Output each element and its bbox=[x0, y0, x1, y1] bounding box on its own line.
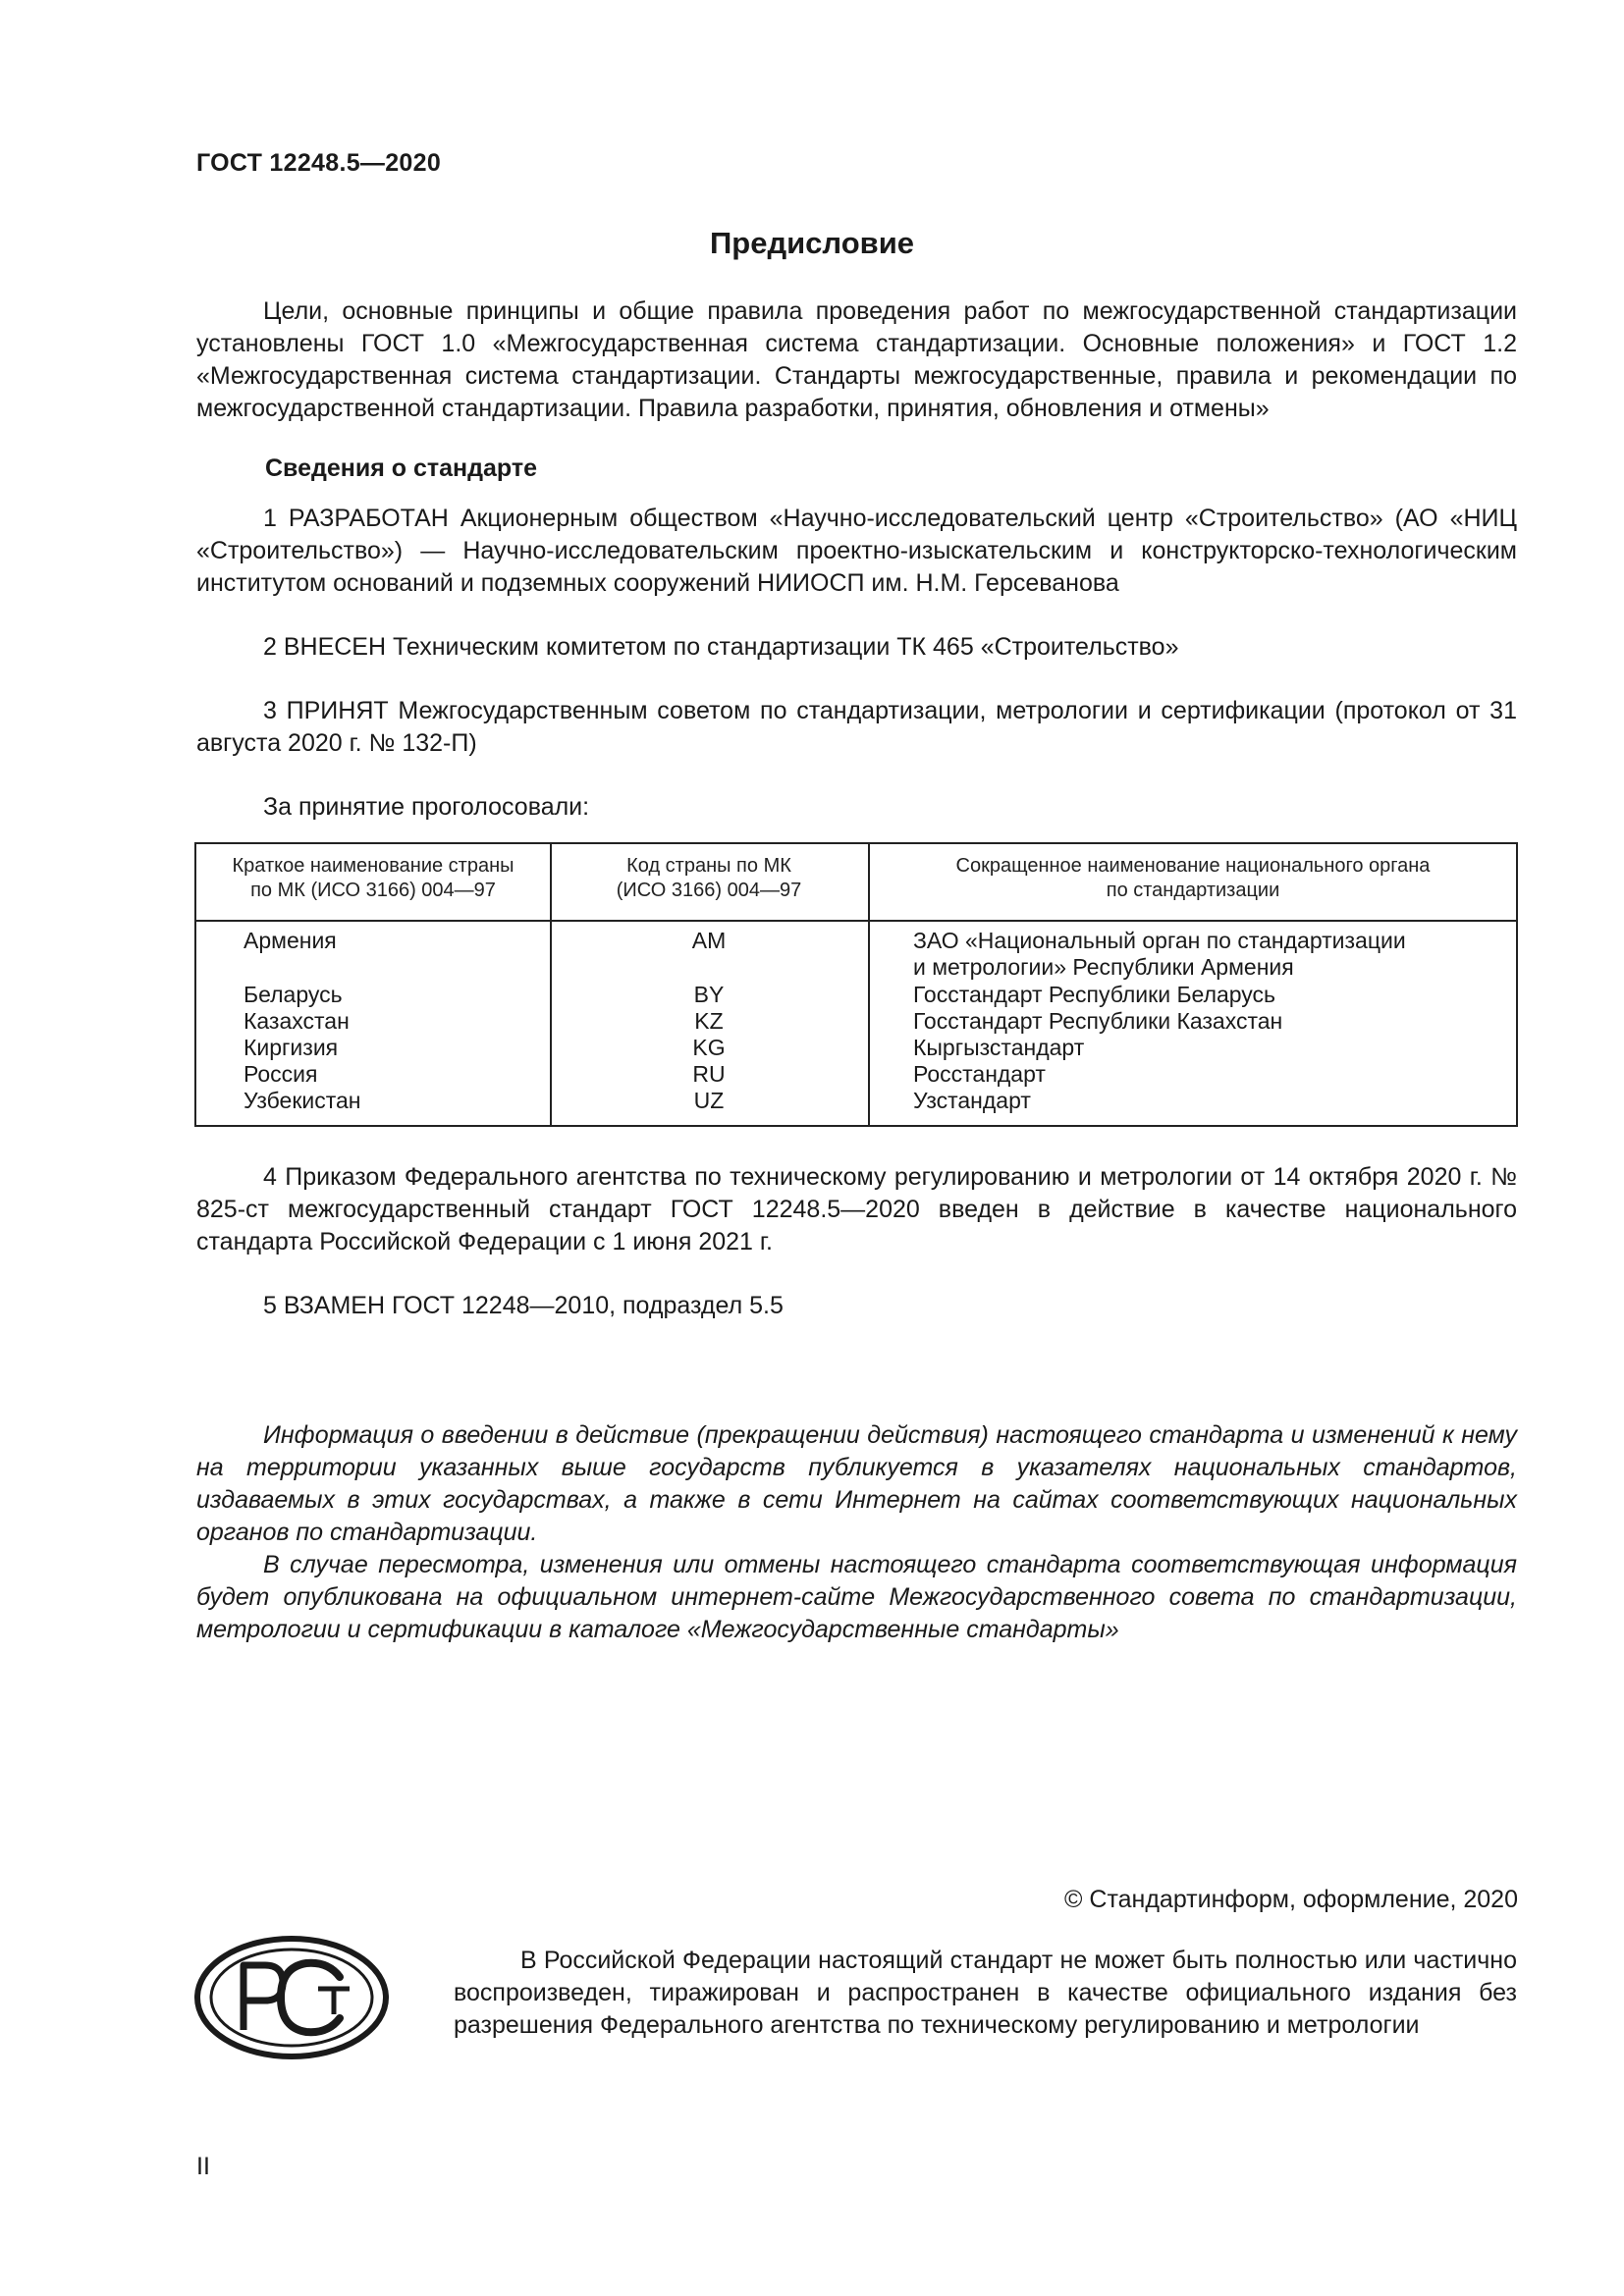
table-header-divider bbox=[196, 920, 1516, 922]
cell-code: AM bbox=[691, 928, 727, 953]
cell-country: Беларусь bbox=[244, 982, 343, 1007]
table-header-country bbox=[196, 854, 550, 903]
cell-code: RU bbox=[692, 1061, 726, 1087]
cell-body bbox=[913, 928, 1406, 981]
cell-body: Госстандарт Республики Казахстан bbox=[913, 1008, 1283, 1034]
cell-body-line: и метрологии» Республики Армения bbox=[913, 954, 1294, 980]
item-3 bbox=[196, 695, 1517, 760]
header-line: Код страны по МК bbox=[626, 855, 791, 877]
cell-body: Кыргызстандарт bbox=[913, 1035, 1085, 1060]
cell-country: Киргизия bbox=[244, 1035, 339, 1060]
rst-certification-mark-icon bbox=[192, 1934, 391, 2061]
cell-code: KG bbox=[692, 1035, 726, 1060]
info-p1-text: Информация о введении в действие (прекращении действия) настоящего стандарта и изменений к нему на территории указанных выше государств публикуется в указателях национальных стандартов, издаваемых в этих государствах, а также в сети Интернет на сайтах соответствующих национальных органов по стандартизации. bbox=[196, 1421, 1517, 1546]
standard-id: ГОСТ 12248.5—2020 bbox=[196, 149, 442, 177]
cell-code: KZ bbox=[694, 1008, 724, 1034]
item-1-text: 1 РАЗРАБОТАН Акционерным обществом «Научно-исследовательский центр «Строительство» (АО «НИЦ «Строительство») — Научно-исследовательским проектно-изыскательским и конструкторско-технологическим институтом оснований и подземных сооружений НИИОСП им. Н.М. Герсеванова bbox=[196, 505, 1517, 597]
page-title: Предисловие bbox=[709, 226, 914, 260]
cell-country: Казахстан bbox=[244, 1008, 350, 1034]
header-line: (ИСО 3166) 004—97 bbox=[616, 880, 802, 901]
cell-country: Армения bbox=[244, 928, 337, 953]
item-1 bbox=[196, 503, 1517, 600]
info-paragraph-1 bbox=[196, 1419, 1517, 1549]
page-number: II bbox=[196, 2153, 210, 2180]
item-3-text: 3 ПРИНЯТ Межгосударственным советом по стандартизации, метрологии и сертификации (протокол от 31 августа 2020 г. № 132-П) bbox=[196, 697, 1517, 757]
voting-table bbox=[194, 842, 1518, 1127]
copyright-notice bbox=[454, 1945, 1517, 2042]
item-2 bbox=[196, 631, 1517, 664]
info-p2-text: В случае пересмотра, изменения или отмены настоящего стандарта соответствующая информация будет опубликована на официальном интернет-сайте Межгосударственного совета по стандартизации, метрологии и сертификации в каталоге «Межгосударственные стандарты» bbox=[196, 1551, 1517, 1643]
info-paragraph-2 bbox=[196, 1549, 1517, 1646]
copyright: © Стандартинформ, оформление, 2020 bbox=[1064, 1886, 1518, 1913]
cell-code: UZ bbox=[693, 1088, 725, 1113]
item-5-text: 5 ВЗАМЕН ГОСТ 12248—2010, подраздел 5.5 bbox=[263, 1292, 784, 1319]
item-4 bbox=[196, 1161, 1517, 1258]
table-header-body bbox=[868, 854, 1518, 903]
cell-country: Россия bbox=[244, 1061, 318, 1087]
header-line: по МК (ИСО 3166) 004—97 bbox=[250, 880, 496, 901]
cell-body-line: ЗАО «Национальный орган по стандартизации bbox=[913, 928, 1406, 953]
item-5 bbox=[196, 1290, 1517, 1322]
header-line: Краткое наименование страны bbox=[232, 855, 514, 877]
cell-body: Узстандарт bbox=[913, 1088, 1031, 1113]
item-4-text: 4 Приказом Федерального агентства по техническому регулированию и метрологии от 14 октября 2020 г. № 825-ст межгосударственный стандарт ГОСТ 12248.5—2020 введен в действие в качестве национального стандарта Российской Федерации с 1 июня 2021 г. bbox=[196, 1163, 1517, 1255]
cell-code: BY bbox=[693, 982, 725, 1007]
item-2-text: 2 ВНЕСЕН Техническим комитетом по стандартизации ТК 465 «Строительство» bbox=[263, 633, 1179, 661]
cell-body: Госстандарт Республики Беларусь bbox=[913, 982, 1276, 1007]
cell-country: Узбекистан bbox=[244, 1088, 361, 1113]
notice-text: В Российской Федерации настоящий стандарт не может быть полностью или частично воспроизведен, тиражирован и распространен в качестве официального издания без разрешения Федерального агентства по техническому регулированию и метрологии bbox=[454, 1947, 1517, 2039]
section-title: Сведения о стандарте bbox=[265, 454, 538, 482]
cell-body: Росстандарт bbox=[913, 1061, 1046, 1087]
intro-text: Цели, основные принципы и общие правила проведения работ по межгосударственной стандартизации установлены ГОСТ 1.0 «Межгосударственная система стандартизации. Основные положения» и ГОСТ 1.2 «Межгосударственная система стандартизации. Стандарты межгосударственные, правила и рекомендации по межгосударственной стандартизации. Правила разработки, принятия, обновления и отмены» bbox=[196, 297, 1517, 422]
votes-label: За принятие проголосовали: bbox=[263, 793, 590, 821]
header-line: Сокращенное наименование национального органа bbox=[955, 855, 1431, 877]
intro-paragraph bbox=[196, 295, 1517, 425]
table-header-code bbox=[550, 854, 868, 903]
header-line: по стандартизации bbox=[1106, 880, 1280, 901]
